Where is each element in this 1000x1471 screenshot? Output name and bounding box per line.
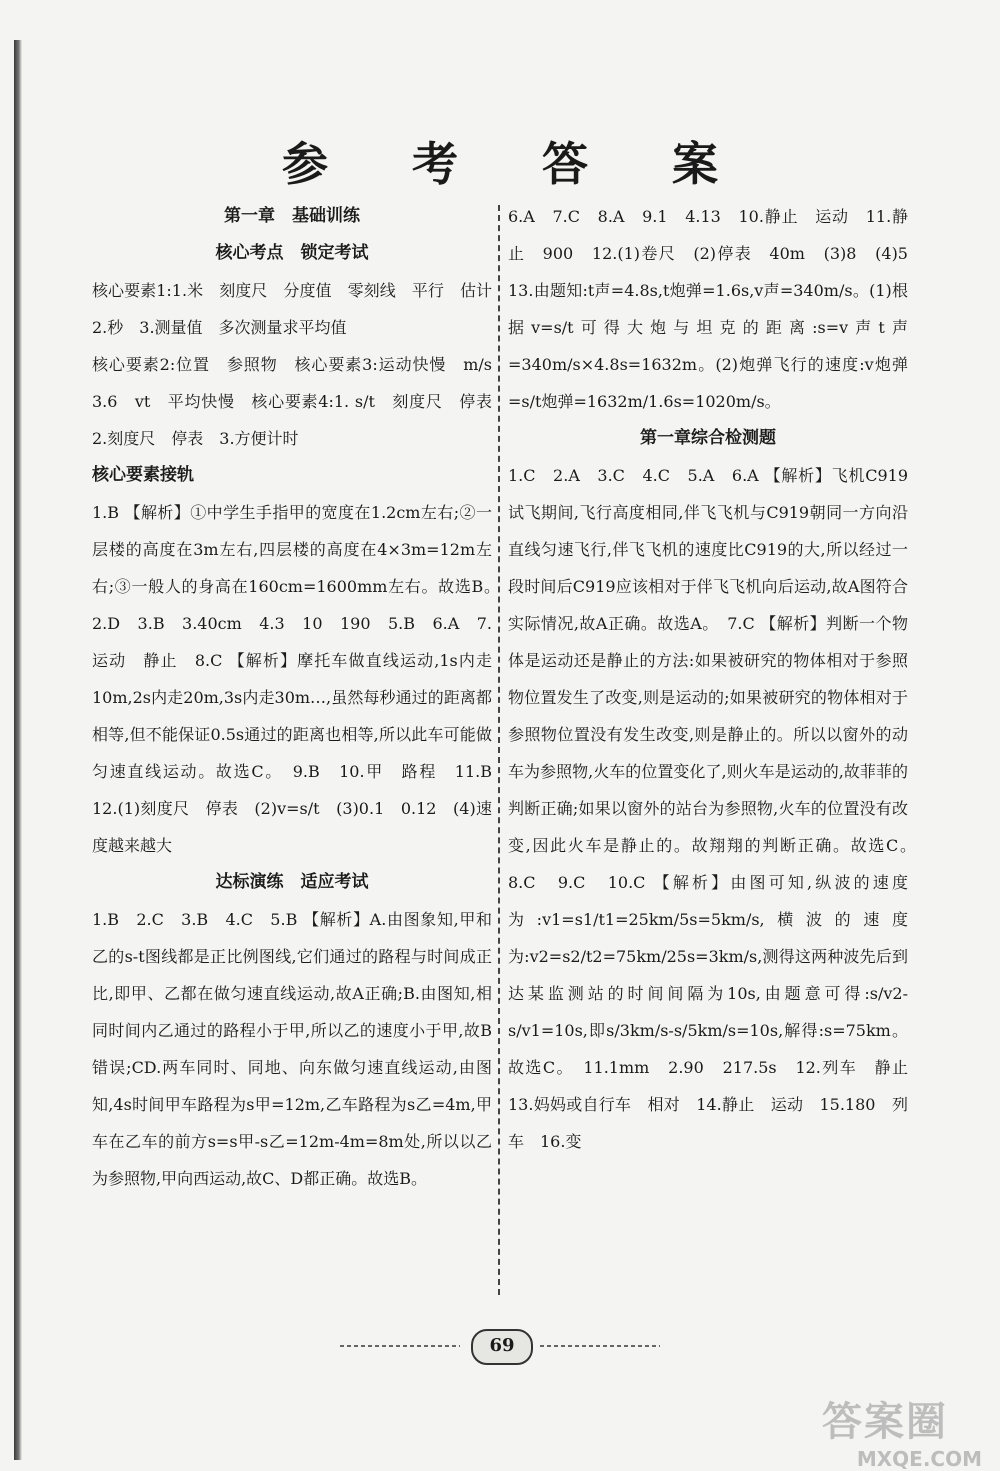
page-number: 69: [471, 1329, 533, 1365]
page-title: 参 考 答 案: [281, 137, 753, 191]
answer-paragraph: 1.C 2.A 3.C 4.C 5.A 6.A 【解析】飞机C919试飞期间,飞行高度相同,伴飞飞机与C919朝同一方向沿直线匀速飞行,伴飞飞机的速度比C919的大,所以经过一段时间后C919应该相对于伴飞飞机向后运动,故A图符合实际情况,故A正确。故选A。 7.C 【解析】判断一个物体是运动还是静止的方法:如果被研究的物体相对于参照物位置发生了改变,则是运动的;如果被研究的物体相对于参照物位置没有发生改变,则是静止的。所以以窗外的动车为参照物,火车的位置变化了,则火车是运动的,故菲菲的判断正确;如果以窗外的站台为参照物,火车的位置没有改变,因此火车是静止的。故翔翔的判断正确。故选C。 8.C 9.C 10.C 【解析】由图可知,纵波的速度为:v1=s1/t1=25km/5s=5km/s,横波的速度为:v2=s2/t2=75km/25s=3km/s,测得这两种波先后到达某监测站的时间间隔为10s,由题意可得:s/v2-s/v1=10s,即s/3km/s-s/5km/s=10s,解得:s=75km。故选C。 11.1mm 2.90 217.5s 12.列车 静止 13.妈妈或自行车 相对 14.静止 运动 15.180 列车 16.变: [508, 466, 925, 1151]
answer-paragraph: 核心要素1:1.米 刻度尺 分度值 零刻线 平行 估计 2.秒 3.测量值 多次测量求平均值: [92, 281, 509, 337]
answer-paragraph: 1.B 2.C 3.B 4.C 5.B 【解析】A.由图象知,甲和乙的s-t图线都是正比例图线,它们通过的路程与时间成正比,即甲、乙都在做匀速直线运动,故A正确;B.由图知,相同时间内乙通过的路程小于甲,所以乙的速度小于甲,故B错误;CD.两车同时、同地、向东做匀速直线运动,由图知,4s时间甲车路程为s甲=12m,乙车路程为s乙=4m,甲车在乙车的前方s=s甲-s乙=12m-4m=8m处,所以以乙为参照物,甲向西运动,故C、D都正确。故选B。: [92, 910, 492, 1188]
footer-ornament: [540, 1345, 660, 1347]
footer-ornament: [340, 1345, 460, 1347]
page-footer: [0, 1329, 1000, 1363]
section-title-core: 核心考点 锁定考试: [215, 243, 369, 263]
answer-paragraph: 6.A 7.C 8.A 9.1 4.13 10.静止 运动 11.静止 900 12.(1)卷尺 (2)停表 40m (3)8 (4)5 13.由题知:t声=4.8s,t炮弹=1.6s,v声=340m/s。(1)根据v=s/t可得大炮与坦克的距离:s=v声t声=340m/s×4.8s=1632m。(2)炮弹飞行的速度:v炮弹=s/t炮弹=1632m/1.6s=1020m/s。: [508, 207, 925, 411]
left-column: [92, 198, 509, 1197]
watermark-text: 答案圈: [822, 1399, 948, 1445]
watermark-url: MXQE.COM: [856, 1447, 982, 1471]
right-column: [508, 198, 925, 1160]
scan-edge: [14, 40, 22, 1460]
section-title-practice: 达标演练 适应考试: [215, 872, 369, 892]
answer-paragraph: 1.B 【解析】①中学生手指甲的宽度在1.2cm左右;②一层楼的高度在3m左右,四层楼的高度在4×3m=12m左右;③一般人的身高在160cm=1600mm左右。故选B。 2.D 3.B 3.40cm 4.3 10 190 5.B 6.A 7.运动 静止 8.C 【解析】摩托车做直线运动,1s内走10m,2s内走20m,3s内走30m…,虽然每秒通过的距离都相等,但不能保证0.5s通过的距离也相等,所以此车可能做匀速直线运动。故选C。 9.B 10.甲 路程 11.B 12.(1)刻度尺 停表 (2)v=s/t (3)0.1 0.12 (4)速度越来越大: [92, 503, 509, 855]
answer-paragraph: 核心要素2:位置 参照物 核心要素3:运动快慢 m/s 3.6 vt 平均快慢 核心要素4:1. s/t 刻度尺 停表 2.刻度尺 停表 3.方便计时: [92, 355, 509, 448]
chapter-title: 第一章 基础训练: [224, 206, 360, 226]
subsection-label: 核心要素接轨: [92, 465, 194, 485]
section-title-test: 第一章综合检测题: [640, 428, 776, 448]
watermark-logo: [822, 1390, 982, 1471]
